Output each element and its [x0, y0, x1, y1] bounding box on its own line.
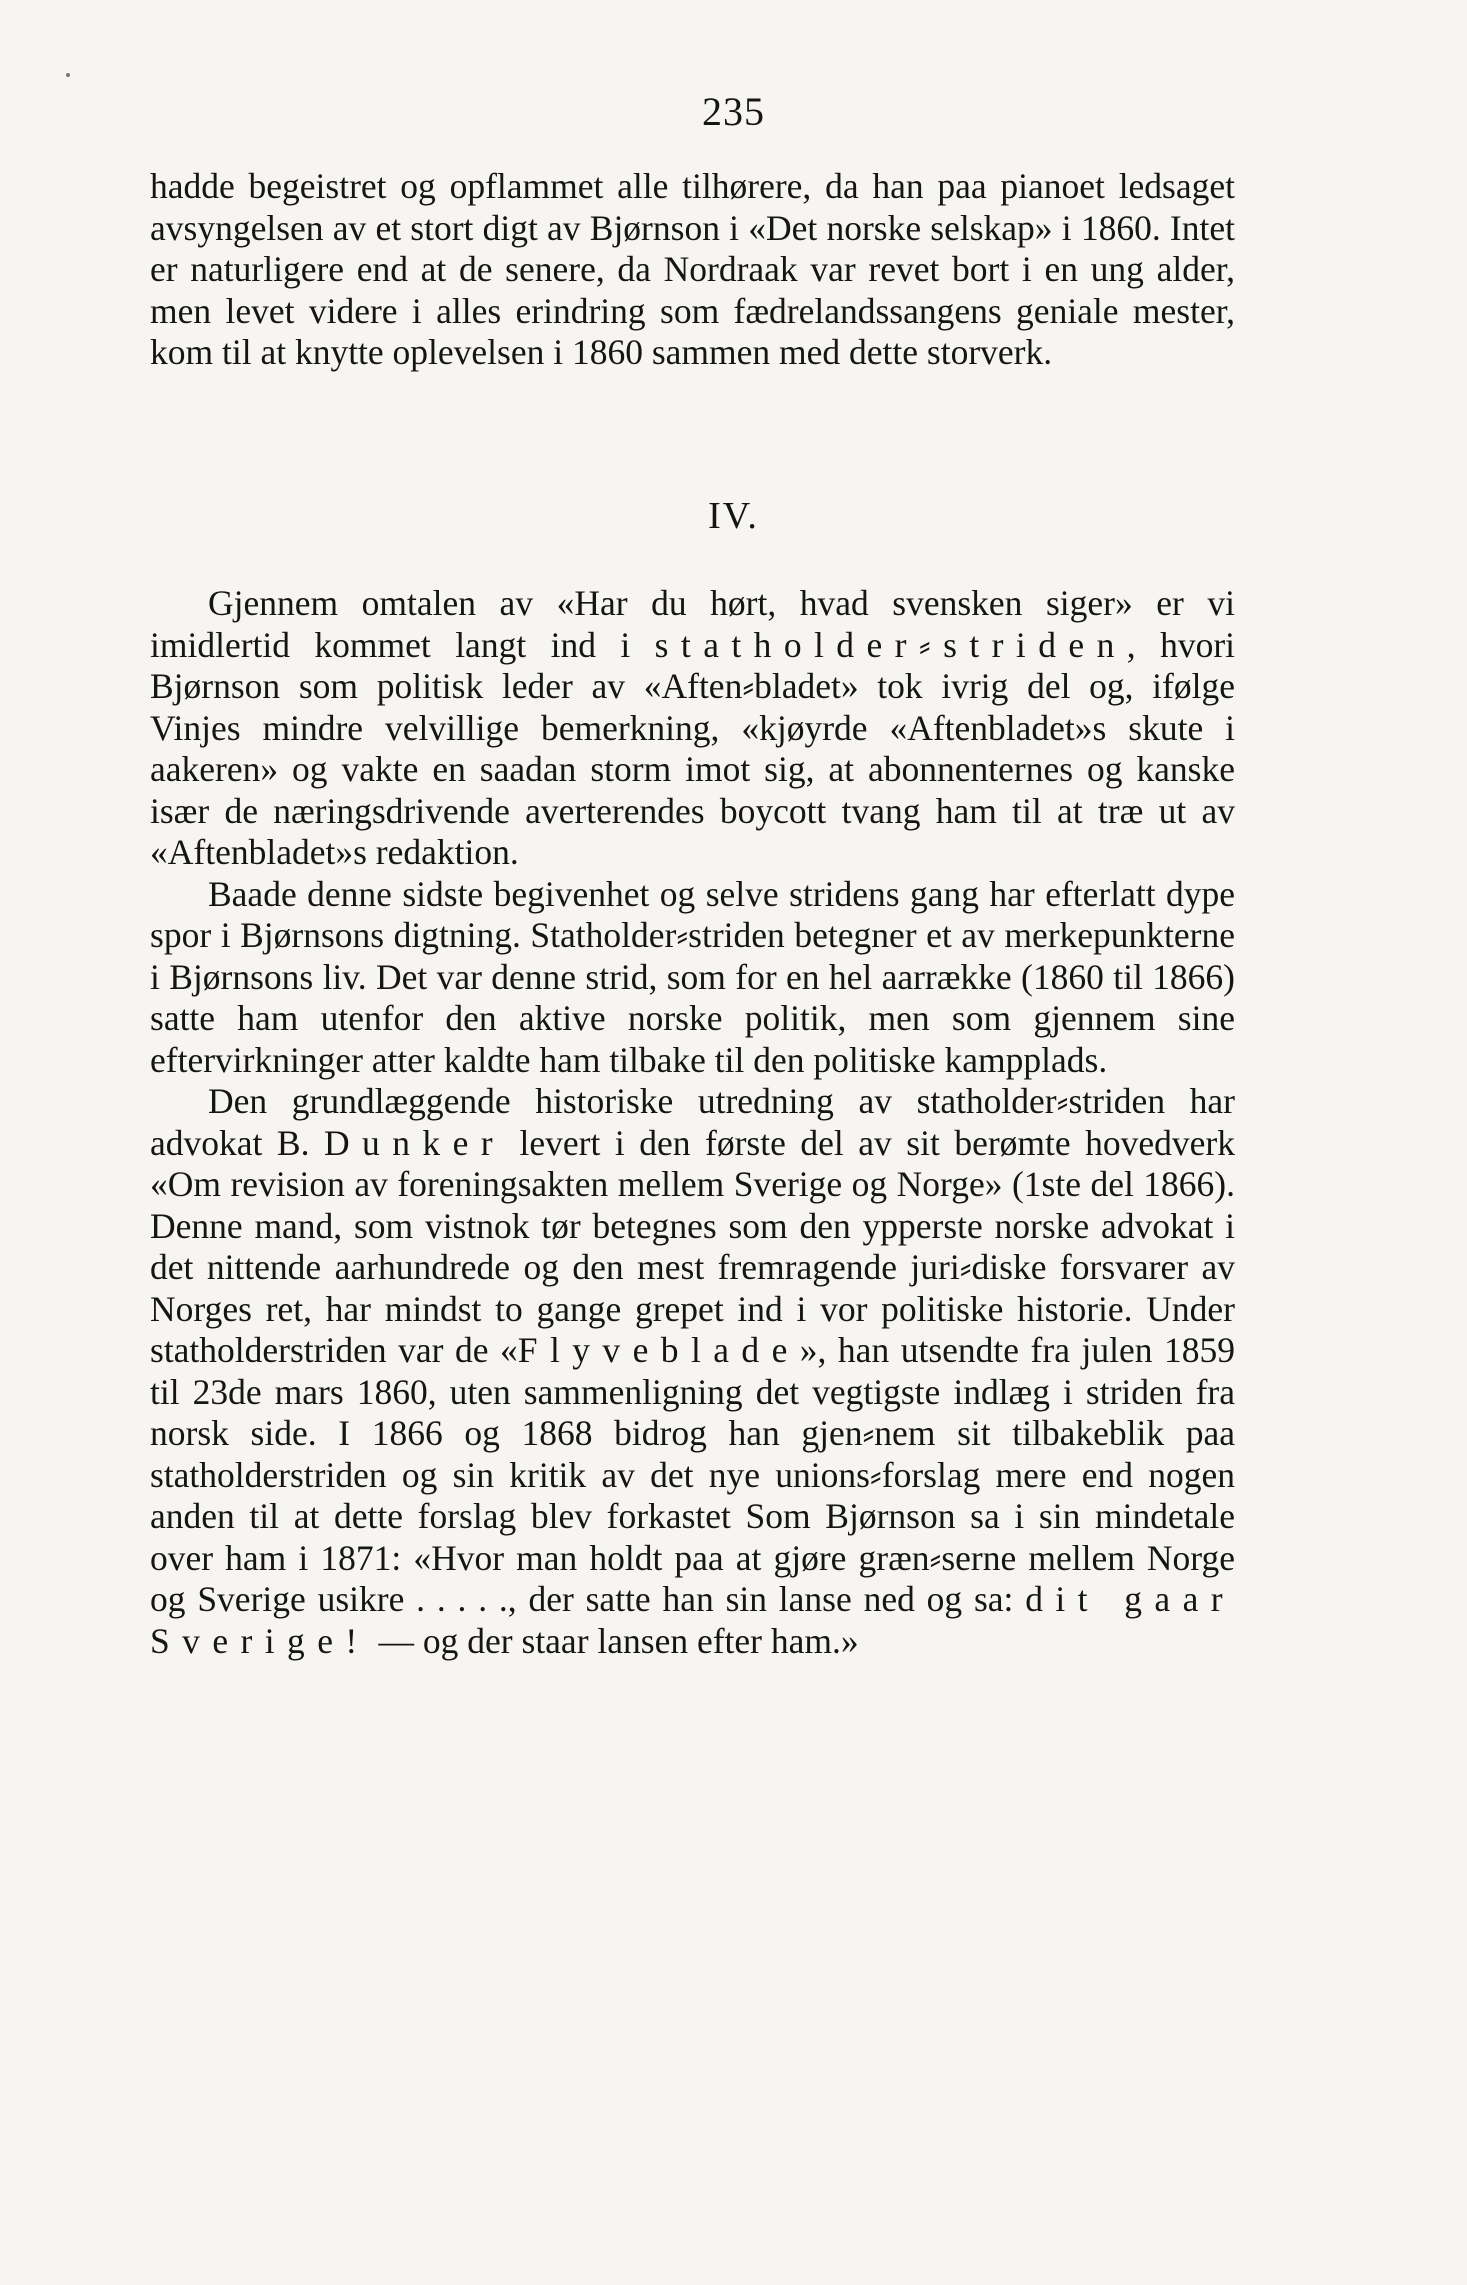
paragraph-text: Den grundlæggende historiske utredning av statholder⸗striden har advokat B.: [150, 1081, 1235, 1163]
paragraph-text: , hvori Bjørnson som politisk leder av «Aften⸗bladet» tok ivrig del og, ifølge Vinjes mindre velvillige bemerkning, «kjøyrde «Aftenbladet»s skute i aakeren» og vakte en saadan storm imot sig, at abonnenternes og kanske især de næringsdrivende averterendes boycott tvang ham til at træ ut av «Aftenbladet»s redaktion.: [150, 624, 1235, 872]
page-number: 235: [702, 89, 765, 134]
emphasized-text: dit gaar Sverige!: [150, 1579, 1235, 1661]
emphasized-text: Dunker: [323, 1122, 505, 1163]
emphasized-text: statholder⸗striden: [654, 624, 1127, 665]
paragraph: [150, 1081, 1235, 1662]
paragraph: [150, 583, 1235, 874]
paragraph-text: Gjennem omtalen av «Har du hørt, hvad svensken siger» er vi imidlertid kommet langt ind i: [150, 583, 1235, 665]
paragraph: Baade denne sidste begivenhet og selve stridens gang har efterlatt dype spor i Bjørnsons digtning. Statholder⸗striden betegner et av merkepunkterne i Bjørnsons liv. Det var denne strid, som for en hel aarrække (1860 til 1866) satte ham utenfor den aktive norske politik, men som gjennem sine eftervirkninger atter kaldte ham tilbake til den politiske kampplads.: [150, 873, 1235, 1080]
paragraph: hadde begeistret og opflammet alle tilhørere, da han paa pianoet ledsaget avsyngelsen av et stort digt av Bjørnson i «Det norske selskap» i 1860. Intet er naturligere end at de senere, da Nordraak var revet bort i en ung alder, men levet videre i alles erindring som fædrelandssangens geniale mester, kom til at knytte oplevelsen i 1860 sammen med dette storverk.: [150, 166, 1235, 372]
paragraph-text: — og der staar lansen efter ham.»: [369, 1620, 859, 1661]
paragraph-text: », han utsendte fra julen 1859 til 23de mars 1860, uten sammenligning det vegtigste indlæg i striden fra norsk side. I 1866 og 1868 bidrog han gjen⸗nem sit tilbakeblik paa statholderstriden og sin kritik av det nye unions⸗forslag mere end nogen anden til at dette forslag blev forkastet Som Bjørnson sa i sin mindetale over ham i 1871: «Hvor man holdt paa at gjøre græn⸗serne mellem Norge og Sverige usikre . . . . ., der satte han sin lanse ned og sa:: [150, 1330, 1235, 1619]
emphasized-text: Flyveblade: [517, 1330, 800, 1370]
section-body: [150, 583, 1235, 1662]
paragraph-text: levert i den første del av sit berømte hovedverk «Om revision av foreningsakten mellem Sverige og Norge» (1ste del 1866). Denne mand, som vistnok tør betegnes som den ypperste norske advokat i det nittende aarhundrede og den mest fremragende juri⸗diske forsvarer av Norges ret, har mindst to gange grepet ind i vor politiske historie. Under statholderstriden var de «: [150, 1122, 1236, 1370]
continued-paragraph-block: [150, 166, 1235, 374]
section-heading: IV.: [708, 495, 759, 537]
paper-speck: [66, 73, 70, 77]
